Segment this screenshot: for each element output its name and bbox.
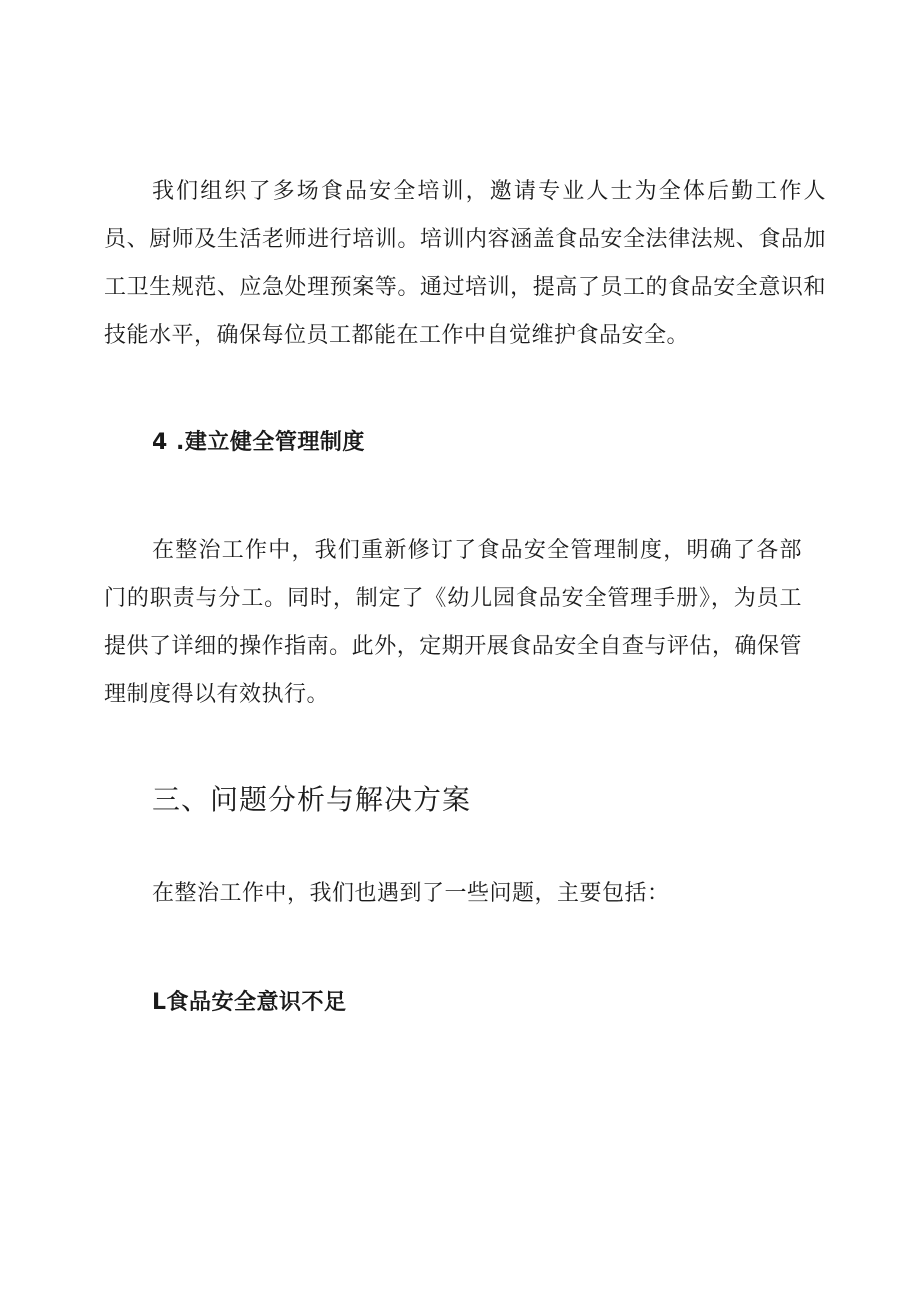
paragraph-training: 我们组织了多场食品安全培训，邀请专业人士为全体后勤工作人员、厨师及生活老师进行培训。培训内容涵盖食品安全法律法规、食品加工卫生规范、应急处理预案等。通过培训，提高了员工的食品安全意识和技能水平，确保每位员工都能在工作中自觉维护食品安全。 — [104, 179, 826, 348]
subheading-establish-management-system: 4 .建立健全管理制度 — [152, 430, 365, 455]
paragraph-management-system: 在整治工作中，我们重新修订了食品安全管理制度，明确了各部门的职责与分工。同时，制定了《幼儿园食品安全管理手册》，为员工提供了详细的操作指南。此外，定期开展食品安全自查与评估，确保管理制度得以有效执行。 — [104, 538, 802, 707]
subheading-food-safety-awareness: L食品安全意识不足 — [152, 990, 347, 1015]
section-title-problem-analysis: 三、问题分析与解决方案 — [152, 783, 472, 816]
paragraph-problems-intro: 在整治工作中，我们也遇到了一些问题，主要包括： — [152, 881, 670, 906]
